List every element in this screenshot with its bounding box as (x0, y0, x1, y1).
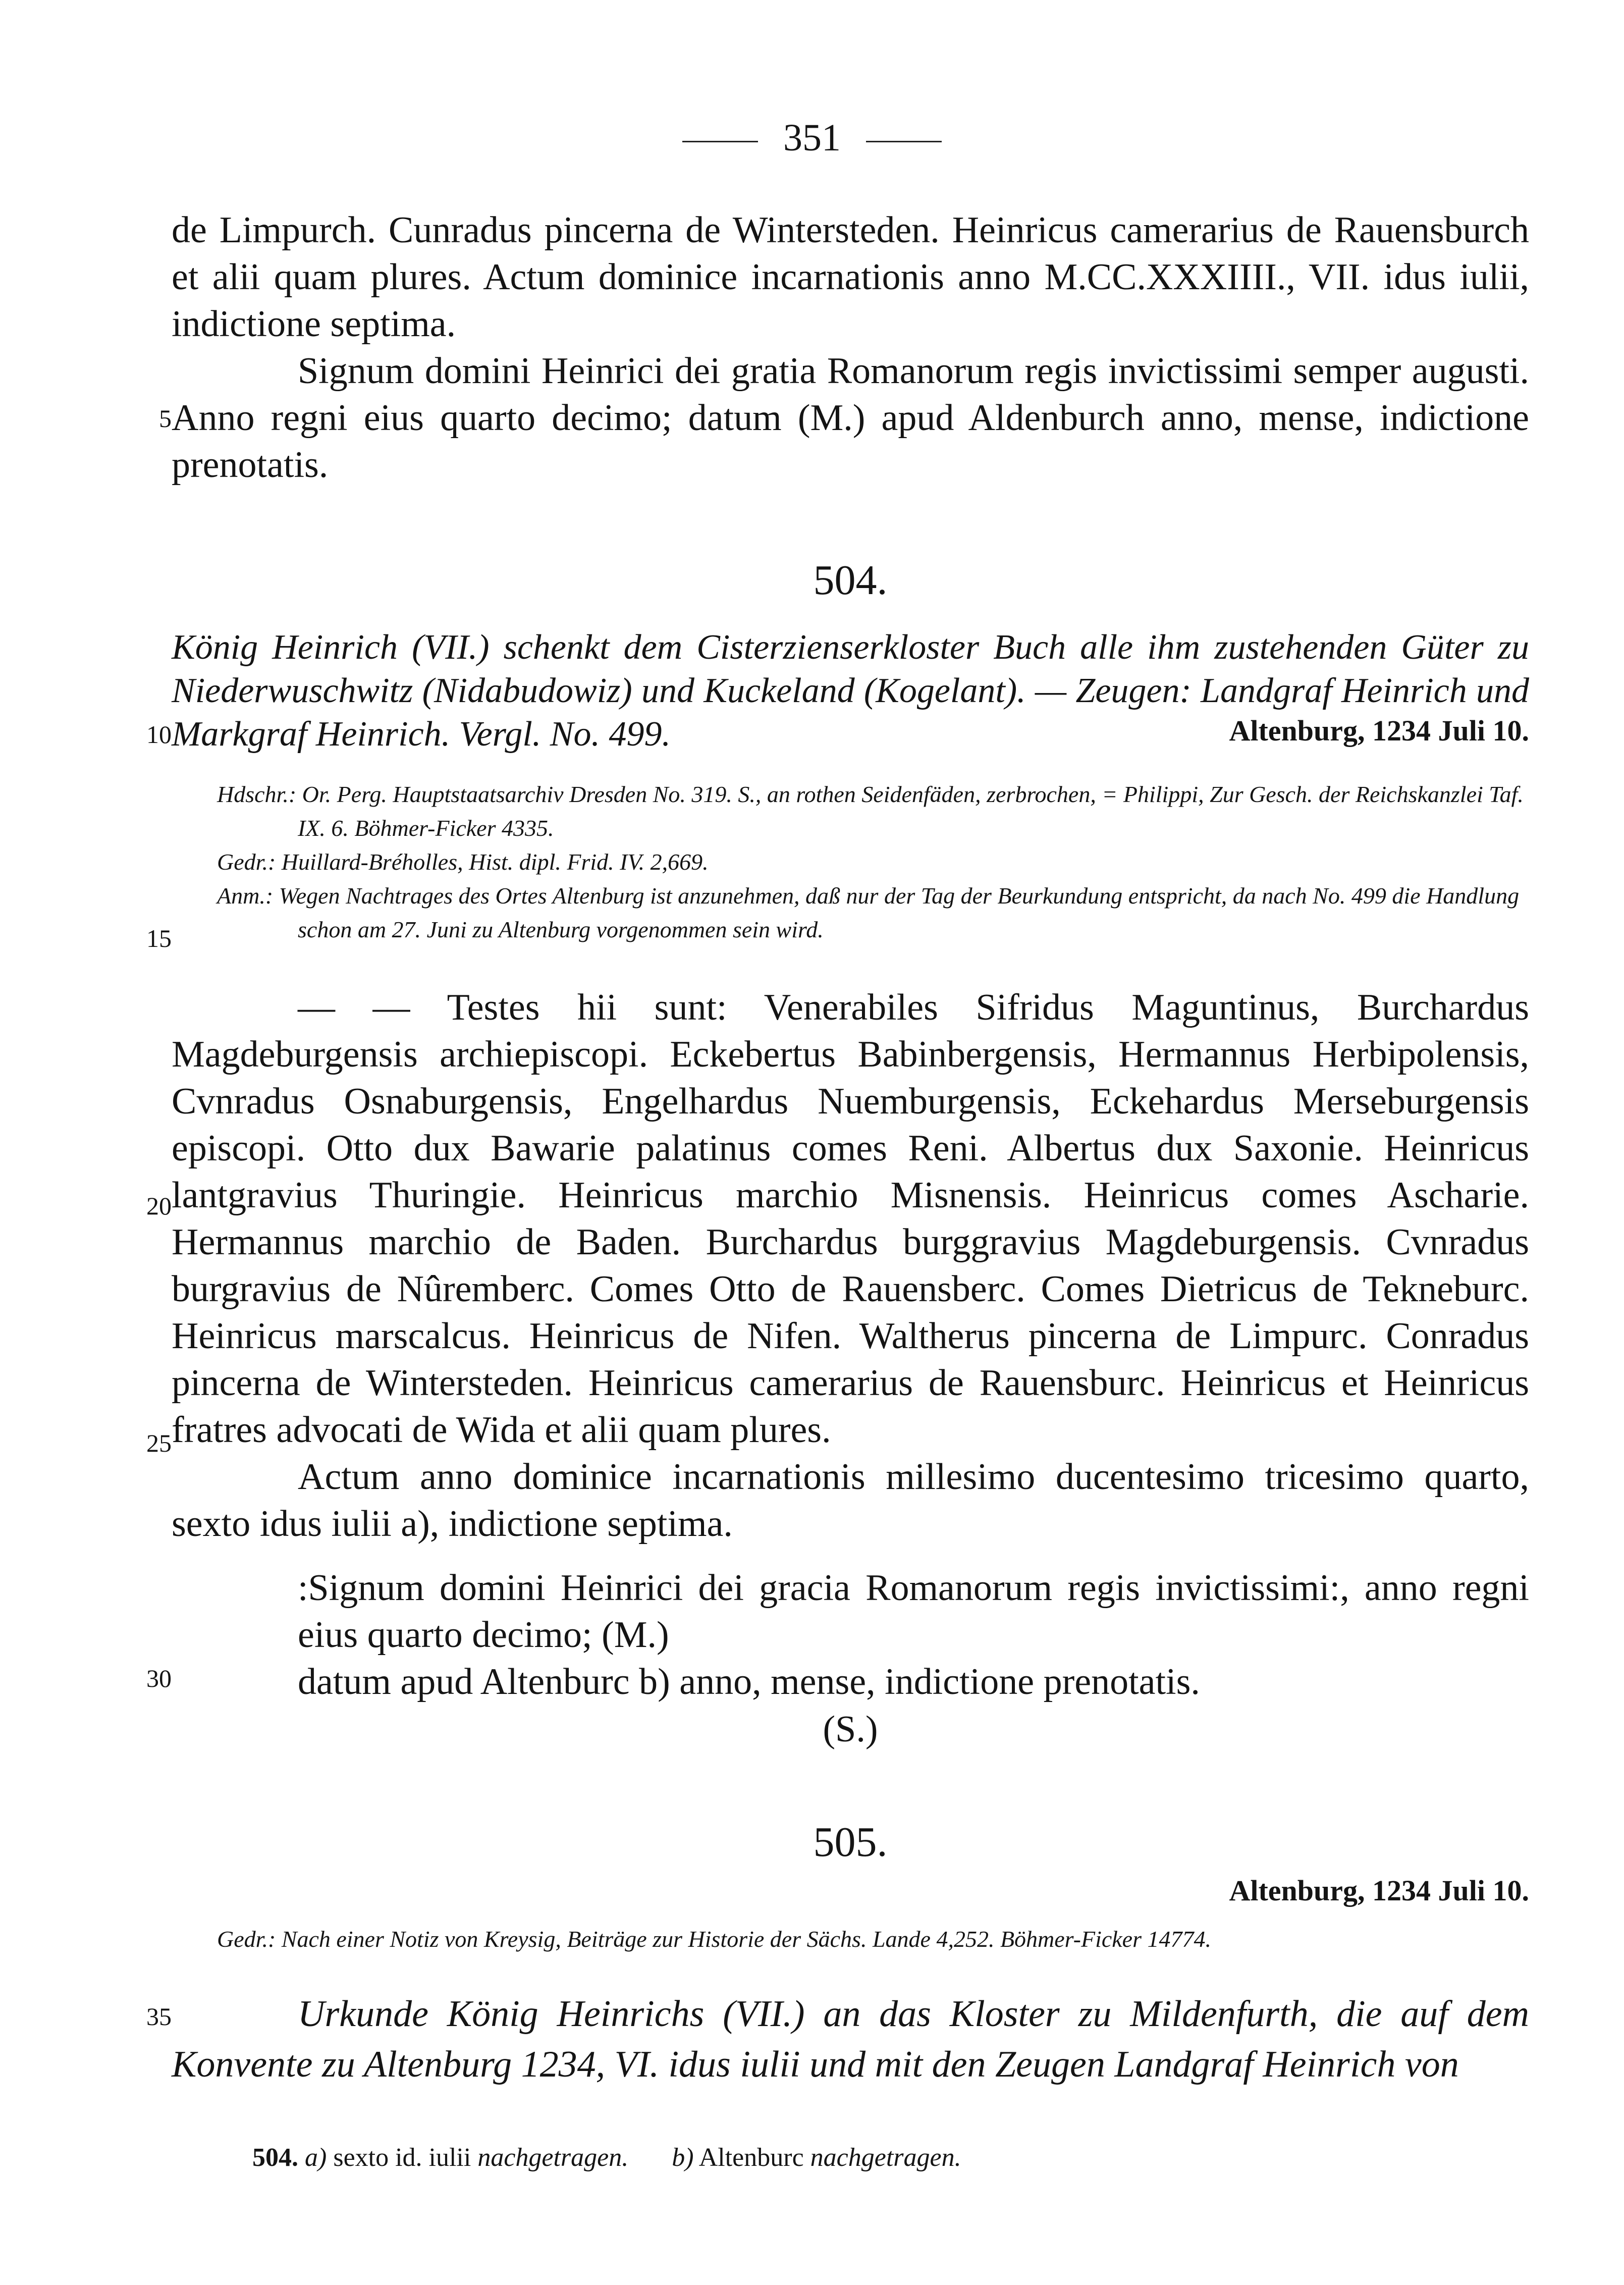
line-number: 25 (146, 1429, 172, 1457)
document-number-504: 504. (813, 557, 888, 604)
regest-text: Urkunde König Heinrichs (VII.) an das Kloster zu Mildenfurth, die auf dem Konvente zu Altenburg 1234, VI. idus iulii und mit den Zeugen Landgraf Heinrich von (172, 1993, 1529, 2085)
page-header (0, 115, 1624, 161)
signum-line: :Signum domini Heinrici dei gracia Romanorum regis invictissimi:, anno regni eius quarto decimo; (M.) (298, 1567, 1529, 1656)
note-gedr: Gedr.: Huillard-Bréholles, Hist. dipl. Frid. IV. 2,669. (217, 849, 709, 875)
line-number: 20 (146, 1192, 172, 1220)
place-date: Altenburg, 1234 Juli 10. (1229, 714, 1529, 747)
line-number: 10 (146, 720, 172, 749)
footnote-b-text: Altenburc (698, 2143, 804, 2172)
document-number-505: 505. (813, 1819, 888, 1866)
place-date: Altenburg, 1234 Juli 10. (1229, 1874, 1529, 1907)
document-text-504 (172, 984, 1529, 1548)
footnote-ref: 504. (252, 2143, 298, 2172)
signum-504 (172, 1565, 1529, 1659)
previous-document-text (172, 207, 1529, 489)
note-gedr: Gedr.: Nach einer Notiz von Kreysig, Beiträge zur Historie der Sächs. Lande 4,252. Böhmer-Ficker 14774. (217, 1926, 1212, 1952)
footnote-a-text: sexto id. iulii (333, 2143, 471, 2172)
line-number: 30 (146, 1664, 172, 1692)
seal-504 (172, 1706, 1529, 1753)
datum-504 (172, 1659, 1624, 1706)
apparatus-505 (217, 1922, 1529, 1956)
regest-text: König Heinrich (VII.) schenkt dem Cisterzienserkloster Buch alle ihm zustehenden Güter zu Niederwuschwitz (Nidabudowiz) und Kuckeland (Kogelant). — Zeugen: Landgraf Heinrich und Markgraf Heinrich. Vergl. No. 499. (172, 628, 1529, 754)
paragraph-witnesses: — — Testes hii sunt: Venerabiles Sifridus Maguntinus, Burchardus Magdeburgensis archiepiscopi. Eckebertus Babinbergensis, Hermannus Herbipolensis, Cvnradus Osnaburgensis, Engelhardus Nuemburgensis, Eckehardus Merseburgensis episcopi. Otto dux Bawarie palatinus comes Reni. Albertus dux Saxonie. Heinricus lantgravius Thuringie. Heinricus marchio Misnensis. Heinricus comes Ascharie. Hermannus marchio de Baden. Burchardus burggravius Magdeburgensis. Cvnradus burgravius de Nûremberc. Comes Otto de Rauensberc. Comes Dietricus de Tekneburc. Heinricus marscalcus. Heinricus de Nifen. Waltherus pincerna de Limpurc. Conradus pincerna de Wintersteden. Heinricus camerarius de Rauensburc. Heinricus et Heinricus fratres advocati de Wida et alii quam plures. (172, 987, 1529, 1451)
line-number: 15 (146, 924, 172, 952)
apparatus-504 (217, 777, 1529, 946)
footnotes (252, 2140, 1514, 2175)
footnote-a-mark: a) (305, 2143, 327, 2172)
paragraph: de Limpurch. Cunradus pincerna de Wintersteden. Heinricus camerarius de Rauensburch et alii quam plures. Actum dominice incarnationis anno M.CC.XXXIIII., VII. idus iulii, indictione septima. (172, 209, 1529, 345)
footnote-b-note: nachgetragen. (810, 2143, 961, 2172)
note-hdschr: Hdschr.: Or. Perg. Hauptstaatsarchiv Dresden No. 319. S., an rothen Seidenfäden, zerbrochen, = Philippi, Zur Gesch. der Reichskanzlei Taf. IX. 6. Böhmer-Ficker 4335. (217, 781, 1524, 841)
page-number: 351 (783, 117, 841, 159)
seal-mark: (S.) (823, 1709, 878, 1750)
header-rule-right (866, 141, 942, 142)
footnote-b-mark: b) (672, 2143, 694, 2172)
regest-505 (172, 1989, 1529, 2090)
paragraph: Signum domini Heinrici dei gratia Romanorum regis invictissimi semper augusti. Anno regni eius quarto decimo; datum (M.) apud Aldenburch anno, mense, indictione prenotatis. (172, 350, 1529, 486)
line-number: 5 (159, 404, 172, 433)
place-date-504 (172, 714, 1529, 748)
note-anm: Anm.: Wegen Nachtrages des Ortes Altenburg ist anzunehmen, daß nur der Tag der Beurkundung entspricht, da nach No. 499 die Handlung schon am 27. Juni zu Altenburg vorgenommen sein wird. (217, 883, 1520, 942)
line-number: 35 (146, 2002, 172, 2031)
place-date-505 (172, 1874, 1529, 1907)
datum-line: datum apud Altenburc b) anno, mense, indictione prenotatis. (298, 1661, 1200, 1703)
paragraph-actum: Actum anno dominice incarnationis millesimo ducentesimo tricesimo quarto, sexto idus iulii a), indictione septima. (172, 1456, 1529, 1545)
header-rule-left (682, 141, 758, 142)
footnote-a-note: nachgetragen. (477, 2143, 629, 2172)
